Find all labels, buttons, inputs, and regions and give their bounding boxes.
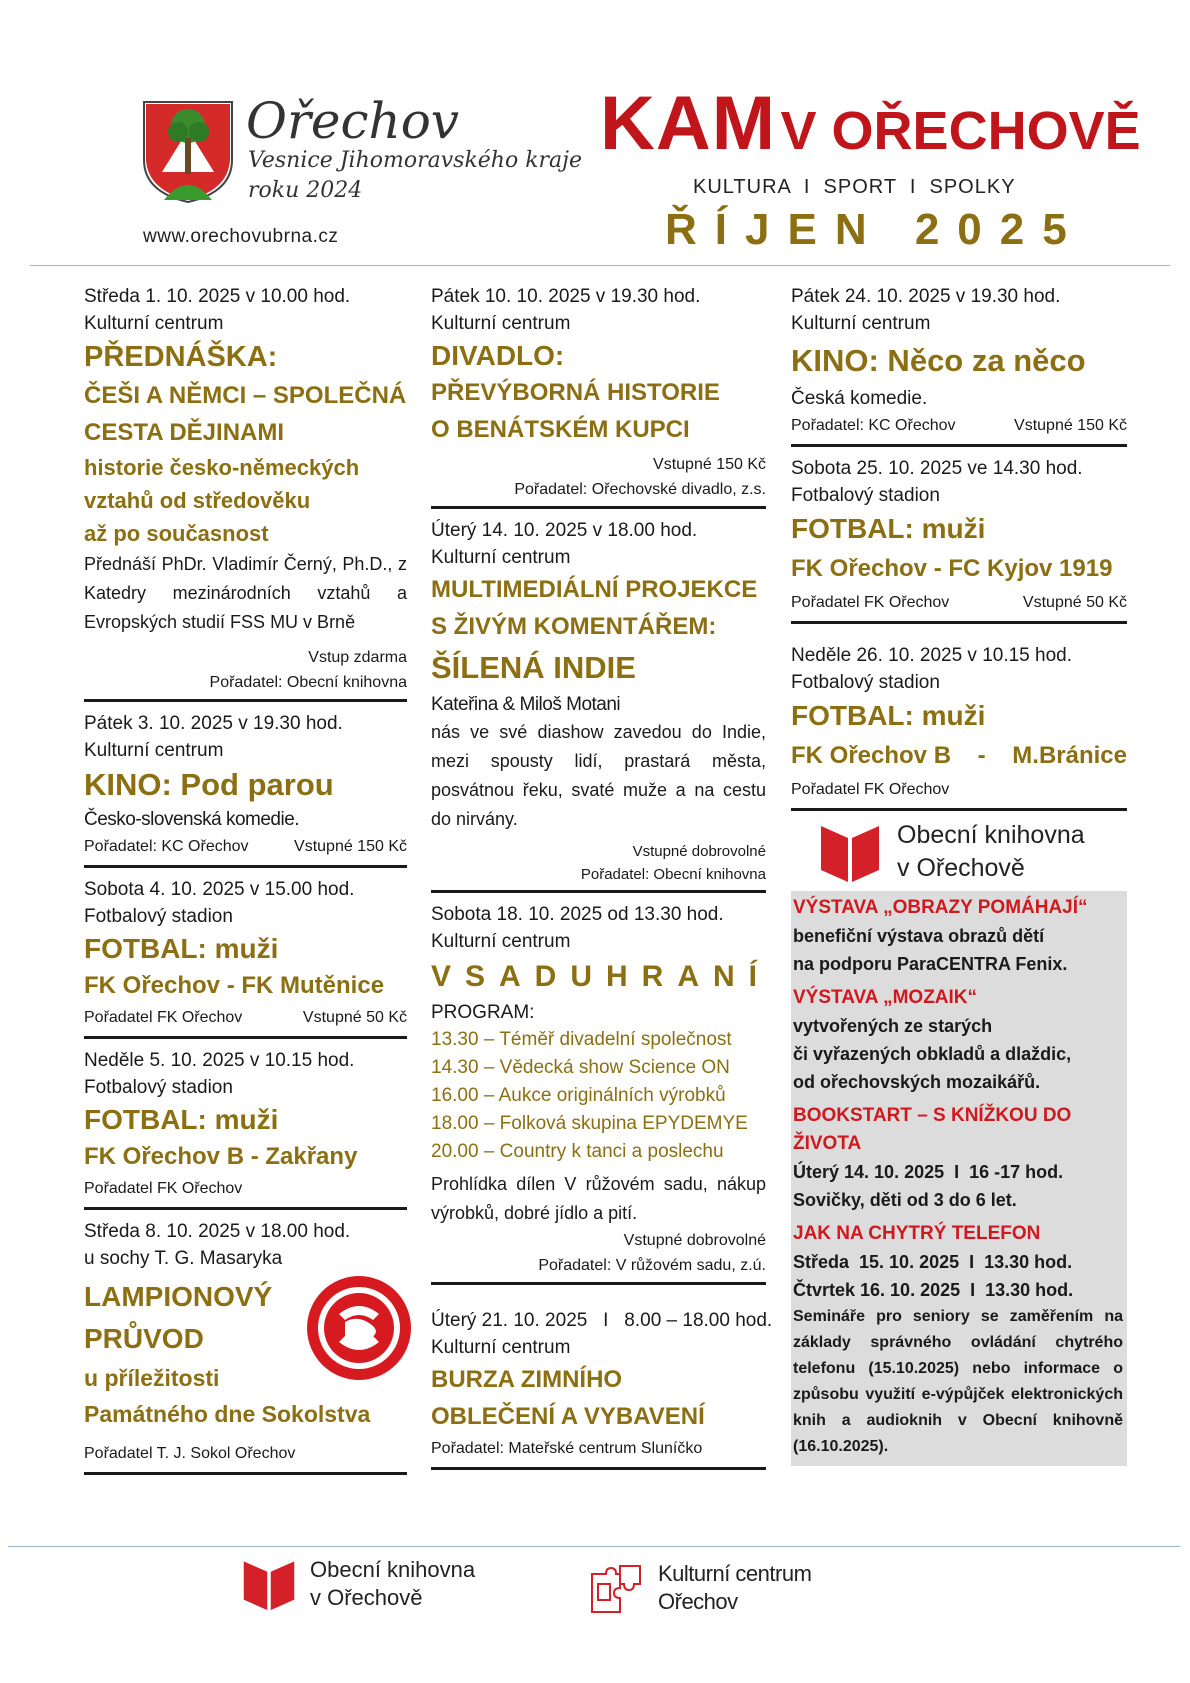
event-organizer: Pořadatel: Obecní knihovna <box>580 866 766 883</box>
event-title: BURZA ZIMNÍHO <box>431 1366 623 1393</box>
event-organizer: Pořadatel: V růžovém sadu, z.ú. <box>538 1257 766 1274</box>
library-event-text: Středa 15. 10. 2025 I 13.30 hod. <box>793 1252 1073 1272</box>
event-entry: Vstupné 150 Kč <box>1014 417 1127 434</box>
event-match: FK Ořechov B - Zakřany <box>84 1143 358 1170</box>
event-date: Neděle 5. 10. 2025 v 10.15 hod. <box>84 1050 355 1071</box>
footer-kc-place: Ořechov <box>658 1589 738 1614</box>
sokol-logo <box>305 1274 413 1387</box>
event-date: Úterý 21. 10. 2025 I 8.00 – 18.00 hod. <box>431 1310 773 1331</box>
logo-tagline: Vesnice Jihomoravského kraje <box>248 148 583 173</box>
event-title: MULTIMEDIÁLNÍ PROJEKCE <box>431 576 758 603</box>
event-date: Úterý 14. 10. 2025 v 18.00 hod. <box>431 520 698 541</box>
event-title: OBLEČENÍ A VYBAVENÍ <box>431 1403 705 1430</box>
library-event-title: VÝSTAVA „MOZAIK“ <box>793 987 978 1008</box>
event-football <box>791 632 1127 811</box>
library-event-text: Čtvrtek 16. 10. 2025 I 13.30 hod. <box>793 1280 1074 1300</box>
event-organizer: Pořadatel FK Ořechov <box>791 594 950 611</box>
event-organizer: Pořadatel: KC Ořechov <box>84 838 249 855</box>
event-place: Fotbalový stadion <box>84 1077 233 1098</box>
event-clothes-market <box>431 1293 773 1470</box>
event-title: FOTBAL: muži <box>84 1104 279 1135</box>
event-place: Kulturní centrum <box>431 547 571 568</box>
event-organizer: Pořadatel: Mateřské centrum Sluníčko <box>431 1440 703 1457</box>
event-subtitle: Česko-slovenská komedie. <box>84 809 300 830</box>
library-event-title: VÝSTAVA „OBRAZY POMÁHAJÍ“ <box>793 897 1088 918</box>
event-title: DIVADLO: <box>431 340 565 371</box>
library-event-text: od ořechovských mozaikářů. <box>793 1072 1041 1092</box>
event-subtitle: u příležitosti <box>84 1365 220 1391</box>
event-title: ŠÍLENÁ INDIE <box>431 650 636 685</box>
title-v-orechove: V OŘECHOVĚ <box>780 101 1141 161</box>
website-link[interactable]: www.orechovubrna.cz <box>143 226 339 247</box>
match-separator: - <box>977 742 986 769</box>
event-date: Pátek 24. 10. 2025 v 19.30 hod. <box>791 286 1061 307</box>
event-football <box>791 455 1127 624</box>
event-footer <box>84 1004 407 1032</box>
event-footer <box>84 1175 407 1203</box>
event-match: FK Ořechov - FC Kyjov 1919 <box>791 555 1113 582</box>
event-entry: Vstup zdarma <box>308 649 407 666</box>
book-icon <box>242 1556 296 1612</box>
event-description: Přednáší PhDr. Vladimír Černý, Ph.D., z Katedry mezinárodních vztahů a Evropských studií FSS MU v Brně <box>84 554 407 632</box>
event-cinema <box>84 710 407 868</box>
footer-library-logo <box>242 1556 475 1612</box>
event-match: FK Ořechov - FK Mutěnice <box>84 972 385 999</box>
event-date: Sobota 18. 10. 2025 od 13.30 hod. <box>431 904 724 925</box>
program-item: 13.30 – Téměř divadelní společnost <box>431 1029 732 1050</box>
month-label: ŘÍJEN 2025 <box>665 205 1085 254</box>
village-crest-logo <box>142 100 234 204</box>
column-2 <box>431 283 773 1478</box>
event-match <box>791 736 1127 776</box>
event-footer <box>791 589 1127 617</box>
event-footer <box>84 833 407 861</box>
program-item: 18.00 – Folková skupina EPYDEMYE <box>431 1113 748 1134</box>
library-name: Obecní knihovna <box>897 821 1085 849</box>
event-place: Kulturní centrum <box>431 931 571 952</box>
library-event-text: benefiční výstava obrazů dětí <box>793 926 1045 946</box>
event-place: Kulturní centrum <box>84 313 224 334</box>
event-subtitle: Česká komedie. <box>791 388 928 409</box>
event-subtitle: vztahů od středověku <box>84 488 311 513</box>
event-cinema <box>791 283 1127 447</box>
program-item: 16.00 – Aukce originálních výrobků <box>431 1085 726 1106</box>
header-divider <box>30 265 1170 266</box>
event-title: LAMPIONOVÝ <box>84 1281 273 1312</box>
event-date: Pátek 3. 10. 2025 v 19.30 hod. <box>84 713 343 734</box>
event-place: Kulturní centrum <box>791 313 931 334</box>
event-organizer: Pořadatel: Obecní knihovna <box>209 674 407 691</box>
event-title: ČEŠI A NĚMCI – SPOLEČNÁ <box>84 382 407 409</box>
event-title: S ŽIVÝM KOMENTÁŘEM: <box>431 613 717 640</box>
event-entry: Vstupné 50 Kč <box>302 1009 407 1026</box>
event-date: Pátek 10. 10. 2025 v 19.30 hod. <box>431 286 701 307</box>
event-entry: Vstupné dobrovolné <box>632 843 766 860</box>
event-date: Sobota 25. 10. 2025 ve 14.30 hod. <box>791 458 1083 479</box>
event-title: FOTBAL: muži <box>791 513 986 544</box>
library-name-place: v Ořechově <box>897 854 1025 882</box>
event-footer <box>791 776 1127 804</box>
event-date: Sobota 4. 10. 2025 v 15.00 hod. <box>84 879 355 900</box>
event-football <box>84 1047 407 1210</box>
event-date: Středa 1. 10. 2025 v 10.00 hod. <box>84 286 351 307</box>
event-title: FOTBAL: muži <box>84 933 279 964</box>
event-entry: Vstupné 150 Kč <box>294 838 407 855</box>
event-place: Fotbalový stadion <box>791 485 940 506</box>
event-place: u sochy T. G. Masaryka <box>84 1248 283 1269</box>
event-organizer: Pořadatel T. J. Sokol Ořechov <box>84 1445 296 1462</box>
event-title: VSADUHRANÍ <box>431 960 772 993</box>
book-icon <box>819 820 881 884</box>
library-event-text: vytvořených ze starých <box>793 1016 993 1036</box>
event-date: Neděle 26. 10. 2025 v 10.15 hod. <box>791 645 1073 666</box>
library-event-text: Úterý 14. 10. 2025 I 16 -17 hod. <box>793 1162 1064 1182</box>
footer-library-name: Obecní knihovna <box>310 1557 476 1582</box>
event-vsaduhrani <box>431 901 772 1285</box>
event-place: Kulturní centrum <box>431 1337 571 1358</box>
logo-name: Ořechov <box>246 92 460 150</box>
event-organizer: Pořadatel: KC Ořechov <box>791 417 956 434</box>
event-place: Fotbalový stadion <box>791 672 940 693</box>
logo-tagline-year: roku 2024 <box>248 178 363 203</box>
event-organizer: Pořadatel: Ořechovské divadlo, z.s. <box>514 481 766 498</box>
program-label: PROGRAM: <box>431 1002 535 1023</box>
title-kam: KAM <box>600 81 777 166</box>
match-away: M.Bránice <box>1012 742 1127 769</box>
event-organizer: Pořadatel FK Ořechov <box>791 781 950 798</box>
event-theatre <box>431 283 766 509</box>
footer-library-place: v Ořechově <box>310 1585 423 1610</box>
event-title: PŘEVÝBORNÁ HISTORIE <box>431 379 720 406</box>
event-lecture <box>84 283 407 702</box>
event-title: PRŮVOD <box>84 1323 204 1354</box>
program-item: 20.00 – Country k tanci a poslechu <box>431 1141 724 1162</box>
library-event-title: JAK NA CHYTRÝ TELEFON <box>793 1223 1041 1244</box>
event-subtitle: historie česko-německých <box>84 455 360 480</box>
event-footer <box>791 412 1127 440</box>
library-events-box <box>791 891 1127 1466</box>
column-3 <box>791 283 1127 1466</box>
event-organizer: Pořadatel FK Ořechov <box>84 1009 243 1026</box>
event-title: PŘEDNÁŠKA: <box>84 341 278 373</box>
library-event-text: či vyřazených obkladů a dlaždic, <box>793 1044 1072 1064</box>
event-organizer: Pořadatel FK Ořechov <box>84 1180 243 1197</box>
event-title: FOTBAL: muži <box>791 700 986 731</box>
event-football <box>84 876 407 1039</box>
subtitle: KULTURA I SPORT I SPOLKY <box>693 176 1016 198</box>
event-entry: Vstupné 50 Kč <box>1022 594 1127 611</box>
library-event-text: Sovičky, děti od 3 do 6 let. <box>793 1190 1017 1210</box>
event-place: Fotbalový stadion <box>84 906 233 927</box>
footer-culture-centre-logo <box>588 1560 811 1616</box>
page-title <box>600 80 1141 167</box>
program-item: 14.30 – Vědecká show Science ON <box>431 1057 730 1078</box>
event-date: Středa 8. 10. 2025 v 18.00 hod. <box>84 1221 351 1242</box>
event-description: nás ve své diashow zavedou do Indie, mezi spousty lidí, prastará města, posvátnou řeku, svaté muže a na cestu do nirvány. <box>431 722 766 829</box>
event-title: KINO: Něco za něco <box>791 343 1086 378</box>
event-place: Kulturní centrum <box>431 313 571 334</box>
footer-kc-name: Kulturní centrum <box>658 1561 812 1586</box>
library-event-title: BOOKSTART – S KNÍŽKOU DO ŽIVOTA <box>793 1105 1072 1154</box>
event-title: KINO: Pod parou <box>84 767 334 802</box>
event-description: Prohlídka dílen V růžovém sadu, nákup výrobků, dobré jídlo a pití. <box>431 1174 766 1223</box>
column-1 <box>84 283 407 1483</box>
library-event-text: na podporu ParaCENTRA Fenix. <box>793 954 1068 974</box>
event-title: O BENÁTSKÉM KUPCI <box>431 416 690 443</box>
event-subtitle: až po současnost <box>84 521 269 546</box>
event-authors: Kateřina & Miloš Motani <box>431 694 621 715</box>
library-event-description: Semináře pro seniory se zaměřením na základy správného ovládání chytrého telefonu (15.10.2025) nebo informace o způsobu využití e-výpůjček elektronických knih a audioknih v Obecní knihovně (16.10.2025). <box>793 1308 1123 1455</box>
event-title: CESTA DĚJINAMI <box>84 419 285 446</box>
event-place: Kulturní centrum <box>84 740 224 761</box>
library-header <box>819 819 1127 885</box>
event-subtitle: Památného dne Sokolstva <box>84 1401 371 1427</box>
puzzle-icon <box>588 1560 646 1616</box>
event-lantern-parade <box>84 1218 407 1475</box>
footer-divider <box>8 1546 1180 1547</box>
event-entry: Vstupné dobrovolné <box>623 1232 766 1249</box>
event-footer <box>84 1440 407 1468</box>
event-entry: Vstupné 150 Kč <box>653 456 766 473</box>
event-footer <box>431 1435 766 1463</box>
match-home: FK Ořechov B <box>791 742 952 769</box>
event-projection <box>431 517 766 893</box>
